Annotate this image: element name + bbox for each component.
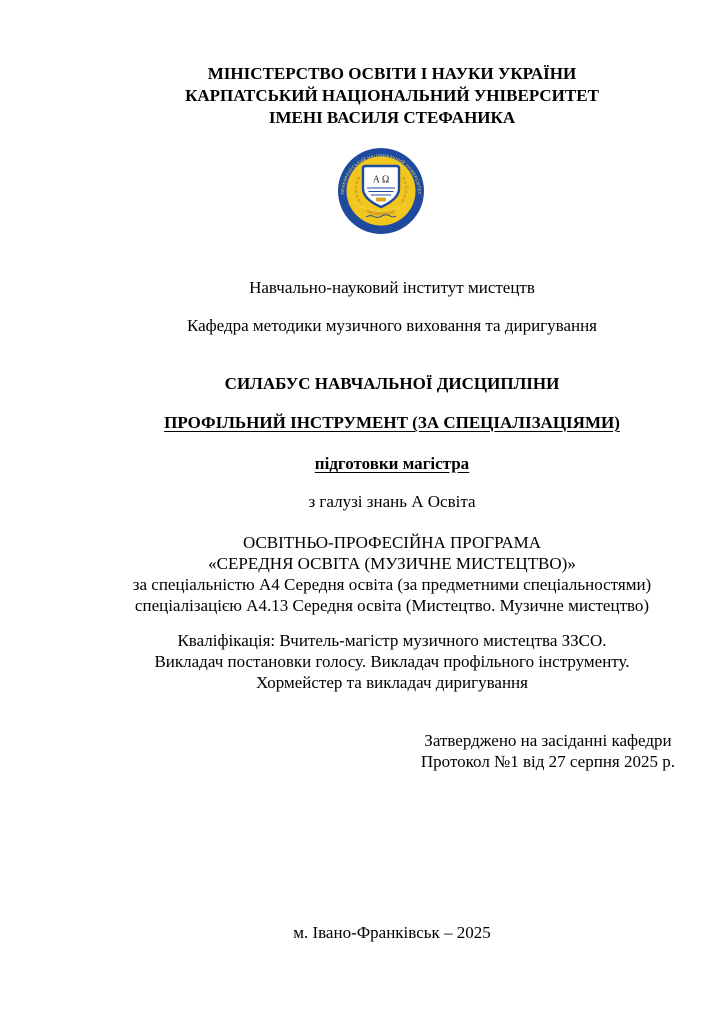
university-logo <box>337 147 425 235</box>
svg-text:ПРИКАРПАТСЬКИЙ НАЦІОНАЛЬНИЙ УН: ПРИКАРПАТСЬКИЙ НАЦІОНАЛЬНИЙ УНІВЕРСИТЕТ <box>339 152 423 195</box>
program-line-2: «СЕРЕДНЯ ОСВІТА (МУЗИЧНЕ МИСТЕЦТВО)» <box>208 554 576 573</box>
shield-letters: Α Ω <box>372 174 390 186</box>
institute-line: Навчально-науковий інститут мистецтв <box>249 278 535 297</box>
approval-block <box>95 730 689 772</box>
program-line-4: спеціалізацією А4.13 Середня освіта (Мистецтво. Музичне мистецтво) <box>134 596 650 615</box>
qualification-line-1: Кваліфікація: Вчитель-магістр музичного мистецтва ЗЗСО. <box>177 631 607 650</box>
department-line: Кафедра методики музичного виховання та диригування <box>186 316 598 335</box>
city-year-line: м. Івано-Франківськ – 2025 <box>293 923 491 942</box>
university-line: КАРПАТСЬКИЙ НАЦІОНАЛЬНИЙ УНІВЕРСИТЕТ <box>185 86 599 105</box>
qualification-line-2: Викладач постановки голосу. Викладач профільного інструменту. <box>154 652 630 671</box>
program-line-1: ОСВІТНЬО-ПРОФЕСІЙНА ПРОГРАМА <box>242 533 542 552</box>
approval-stamp <box>421 730 675 772</box>
svg-text:імені Василя Стефаника: імені Василя Стефаника <box>354 199 408 214</box>
qualification-line-3: Хормейстер та викладач диригування <box>256 673 528 692</box>
field-of-knowledge-line: з галузі знань А Освіта <box>308 492 476 511</box>
university-name-line: ІМЕНІ ВАСИЛЯ СТЕФАНИКА <box>268 108 516 127</box>
program-line-3: за спеціальністю А4 Середня освіта (за предметними спеціальностями) <box>132 575 652 594</box>
approval-line-1: Затверджено на засіданні кафедри <box>424 731 672 750</box>
degree-line: підготовки магістра <box>314 454 470 473</box>
qualification-block <box>95 630 689 693</box>
ministry-header <box>95 63 689 129</box>
syllabus-heading: СИЛАБУС НАВЧАЛЬНОЇ ДИСЦИПЛІНИ <box>224 374 560 393</box>
discipline-title: ПРОФІЛЬНИЙ ІНСТРУМЕНТ (ЗА СПЕЦІАЛІЗАЦІЯМИ) <box>164 413 620 432</box>
university-emblem-icon <box>337 147 425 235</box>
ministry-line: МІНІСТЕРСТВО ОСВІТИ І НАУКИ УКРАЇНИ <box>207 64 577 83</box>
document-content <box>95 0 689 944</box>
approval-line-2: Протокол №1 від 27 серпня 2025 р. <box>420 752 675 771</box>
program-block <box>95 532 689 616</box>
